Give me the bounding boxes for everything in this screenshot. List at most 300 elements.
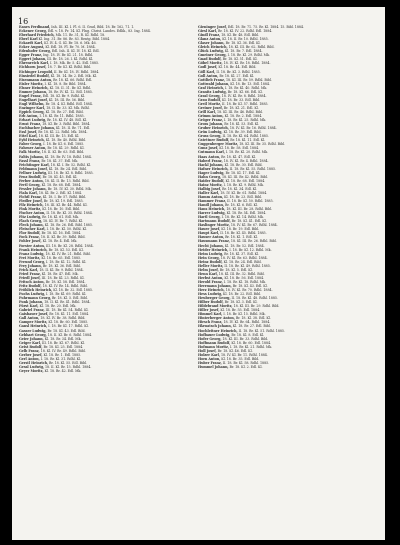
entry-name: Eggert Johann, xyxy=(19,57,47,62)
entry-name: Glanz Anton, xyxy=(198,37,222,42)
entry-name: Eppich Georg, xyxy=(19,109,45,114)
entry-details: Kl. 18. Br. 35. Edl. Bibl. xyxy=(221,356,260,361)
entry-name: Ernst Franz, xyxy=(19,122,42,127)
entry-name: Huber Franz, xyxy=(198,360,222,365)
entry-name: Hiller Josef, xyxy=(198,308,220,313)
entry-details: 18. Kl. III. Br. 62. Rdhl. Bibl. xyxy=(228,45,275,50)
entry-details: 18. Kl. Br. 2. Edl. Kl. 1884. xyxy=(38,190,82,195)
entry-details: I. 18. Br. Kl. 6. Edl. 1885. xyxy=(43,142,85,147)
entry-details: Br. 18. Kl. 22. Rdhl. Mk. 1884. xyxy=(38,130,88,135)
entry-details: I. 18. Br. Kl. 50. Rdhl. Kl. xyxy=(46,227,87,232)
entry-details: III. 18. Br. Kl. 8. Rdhl. 1885. xyxy=(47,170,94,175)
entry-name: Feldmann Josef, xyxy=(19,166,48,171)
entry-details: III. 18. Br. Kl. 67. Rdhl. Kl. xyxy=(42,340,85,345)
entry-name: Gall Anton, xyxy=(19,316,40,321)
entry-name: Hoffmann Rudolf, xyxy=(198,340,231,345)
entry-name: Hecht Johann, xyxy=(198,243,224,248)
entry-name: Gruber Heinrich, xyxy=(198,126,229,131)
entry-name: Ferber Anton, xyxy=(19,178,44,183)
entry-name: Geier Johann, xyxy=(19,336,44,341)
entry-name: Fink Moritz, xyxy=(19,207,42,212)
entry-details: Br. 18. Kl. 53. Edl. Kl. xyxy=(224,122,260,127)
entry-name: Flor Rudolf, xyxy=(19,231,41,236)
entry-name: Fenz Rudolf, xyxy=(19,174,42,179)
entry-details: I. 18. Kl. Br. 11. Rdhl. 1885. xyxy=(39,114,85,119)
entry-name: Gerber Josef, xyxy=(19,352,43,357)
entry-name: Göll Karl, xyxy=(198,69,216,74)
entry-name: Hauser Anton, xyxy=(198,235,225,240)
entry-details: 18. III. Kl. Br. 44. Rdhl. Kl. xyxy=(44,203,88,208)
entry-details: II. 18. Br. Kl. 48. Rdhl. 1885. xyxy=(231,296,278,301)
entry-name: Eichinger Leopold, xyxy=(19,69,54,74)
entry-details: I. 18. Br. Kl. 12. Rdhl. Mk. xyxy=(229,247,272,252)
entry-details: I. 18. Br. Kl. 40. Rdhl. Mk. xyxy=(224,85,268,90)
entry-details: II. 18. Br. Kl. 3. Rdhl. 1885. xyxy=(216,69,261,74)
entry-details: Br. 18. 4. Kl. Rdhl. Edl. 1884. xyxy=(45,101,93,106)
entry-details: Kl. 18. Br. 55. Edl. 1884. xyxy=(220,308,261,313)
entry-details: 18. IV. Kl. Br. 64. Rdhl. 1884. xyxy=(223,320,271,325)
entry-name: Harrer Ludwig, xyxy=(198,211,226,216)
entry-details: Br. 18. Kl. 37. Edl. Mk. xyxy=(41,158,79,163)
entry-name: Franz Ludwig, xyxy=(19,251,45,256)
entry-details: I. Kl. 18. 8. Br. Bibl. 1884. xyxy=(44,81,87,86)
entry-name: Grau Rudolf, xyxy=(198,97,222,102)
right-column xyxy=(198,25,372,369)
entry-details: 18. II. Kl. Br. 9. Rdhl. 1884. xyxy=(39,267,84,272)
entry-details: Br. 18. Kl. 51. Edl. Kl. xyxy=(222,57,258,62)
entry-name: Holl Josef, xyxy=(198,348,217,353)
entry-name: Glaser Johann, xyxy=(198,41,225,46)
entry-name: Haslinger Moritz, xyxy=(198,223,230,228)
entry-details: 18. Kl. III. Br. 59. Rdhl. Bibl. xyxy=(225,77,272,82)
entry-name: Eichhorn Josef, xyxy=(19,65,47,70)
entry-name: Granitz Ludwig, xyxy=(198,89,227,94)
entry-details: Kl. 18. Br. 32. Edl. 1885. xyxy=(53,288,93,293)
entry-details: Br. 18. Kl. 43. Edl. Kl. xyxy=(232,284,268,288)
entry-details: Br. 18. Kl. 25. Edl. 1884. xyxy=(43,344,84,349)
entry-name: Fohler Josef, xyxy=(19,239,42,244)
entry-name: Eberhard Friedrich, xyxy=(19,33,55,38)
entry-name: Fuchs Ludwig, xyxy=(19,292,46,297)
entry-details: Kl. 18. Br. 24. Edl. Bibl. xyxy=(223,259,262,264)
entry-name: Engelhart Josef, xyxy=(19,97,48,102)
entry-details: Br. 18. Kl. 6. Edl. Kl. xyxy=(224,203,258,208)
entry-details: Br. 18. Kl. 8. Edl. Kl. xyxy=(231,332,265,337)
entry-name: Fitz Ludwig, xyxy=(19,215,42,220)
entry-name: Gleich Heinrich, xyxy=(198,45,228,50)
entry-details: Kl. Ing. 31. Br. 86. Br. 83. Rentg. Bibl. 1884. xyxy=(38,37,111,42)
entry-name: Elsner Heinrich, xyxy=(19,85,49,90)
entry-name: Herz Heinrich, xyxy=(198,288,225,293)
entry-name: Hinterberger Anton, xyxy=(198,316,235,321)
directory-entry xyxy=(198,365,372,369)
entry-name: Hildebrand Moritz, xyxy=(198,304,233,309)
entry-details: Br. 18. Kl. 2. Edl. Kl. xyxy=(229,364,263,369)
entry-details: Kl. 18. Br. 58. Edl. 1884. xyxy=(219,146,260,151)
entry-details: Kl. 18. Br. 39. Edl. Bibl. xyxy=(223,130,262,135)
entry-details: Kl. 18. II. Br. 71. Edl. xyxy=(55,126,90,131)
entry-name: Hager Ludwig, xyxy=(198,170,225,175)
entry-details: I. 18. Br. Kl. 18. Rdhl. Mk. xyxy=(223,279,266,284)
entry-name: Gamper Moritz, xyxy=(19,320,48,325)
entry-name: Edenhofer Georg, xyxy=(19,49,51,54)
entry-name: Haider Rudolf, xyxy=(198,178,225,183)
entry-name: Fiedler Josef, xyxy=(19,199,43,204)
entry-name: Geiger Karl, xyxy=(19,340,41,345)
entry-name: Greiner Josef, xyxy=(198,105,223,110)
entry-name: Forster Anton, xyxy=(19,243,45,248)
entry-name: Gottwald Johann, xyxy=(198,81,230,86)
entry-name: Holzer Karl, xyxy=(198,352,220,357)
entry-details: 18. IV. Kl. Br. 70. Rdhl. 1884. xyxy=(225,288,273,293)
entry-details: Kl. 18. III. Br. 56. Bibl. xyxy=(48,97,86,102)
entry-details: Kl. 18. Br. 10. Edl. Bibl. xyxy=(42,207,81,212)
entry-details: Kl. 18. Br. 19. Edl. Bibl. xyxy=(221,227,260,232)
entry-details: 18. Kl. III. Br. 46. Rdhl. Bibl. xyxy=(217,109,263,114)
entry-name: Eberl Karl xyxy=(19,37,38,42)
entry-name: Hlawatsch Johann, xyxy=(198,324,232,329)
entry-details: Edl. 18. Kl. Br. 9. Rdhl. Kl. xyxy=(42,93,86,98)
entry-name: Enzinger Karl, xyxy=(19,105,46,110)
entry-details: 18. 7. Br. Kl. Kl. Rdhl. Bibl. xyxy=(47,65,92,70)
entry-name: Heinz Rudolf, xyxy=(198,259,223,264)
entry-details: Kl. 18. Br. 1. Edl. 1885. xyxy=(43,352,82,357)
entry-details: Kl. 18. Br. 52. Edl. 1884. xyxy=(224,243,265,248)
entry-details: Kl. 18. Br. 7. Edl. 1884. xyxy=(224,49,263,54)
entry-details: II. 18. Br. Kl. 58. Rdhl. 1885. xyxy=(222,360,270,365)
entry-name: Hamm Anton, xyxy=(198,194,224,199)
entry-details: 18. IV. Kl. Br. 61. Rdhl. 1884. xyxy=(220,190,268,195)
entry-name: Gutmann Karl, xyxy=(198,150,225,155)
entry-name: Heider Heinrich, xyxy=(198,247,229,252)
entry-details: Kl. 18. Br. 42. Edl. Mk. xyxy=(44,368,82,373)
entry-name: Goll Anton, xyxy=(198,73,219,78)
entry-details: Kl. 18. Br. 47. Edl. Mk. xyxy=(41,271,79,276)
entry-details: Kl. 18. Br. 22. Edl. Bibl. xyxy=(223,292,262,297)
entry-details: Br. 18. Kl. IV. 22. Rdhl. Edl. 1884. xyxy=(218,29,273,34)
entry-details: Br. 18. Kl. 66. Edl. Kl. xyxy=(227,89,263,94)
entry-name: Gruss Georg, xyxy=(198,134,222,139)
entry-details: Kl. 18. Br. 40. Rdhl. Bibl. xyxy=(45,138,86,143)
entry-name: Frei Moritz, xyxy=(19,255,41,260)
entry-details: 18. II. Kl. Br. 6. Rdhl. 1884. xyxy=(47,332,93,337)
entry-details: I. 18. Br. Kl. 20. Rdhl. Mk. xyxy=(225,150,269,155)
entry-details: I. 18. Br. Kl. 14. Rdhl. Mk. xyxy=(221,215,264,220)
entry-name: Friedl Josef, xyxy=(19,275,41,280)
entry-details: Br. 18. Kl. 46. Edl. Kl. xyxy=(217,348,253,353)
entry-details: Br. 18. Kl. 36. Edl. Kl. xyxy=(225,41,261,46)
entry-name: Hackl Johann, xyxy=(198,162,224,167)
entry-details: II. 18. Br. Kl. 49. Rdhl. 1885. xyxy=(224,263,271,268)
entry-details: Kl. 18. Br. 65. Edl. 1885. xyxy=(41,255,82,260)
entry-name: Fleischer Karl, xyxy=(19,227,46,232)
entry-details: Br. 18. Kl. 38. Edl. Kl. xyxy=(235,316,271,321)
document-page xyxy=(12,7,385,540)
entry-name: Gelb Franz, xyxy=(19,348,40,353)
entry-details: 18. IV. Kl. Br. 4. Rdhl. 1884. xyxy=(223,158,269,163)
left-column xyxy=(19,25,193,373)
directory-entry xyxy=(19,369,193,373)
entry-details: II. 18. Br. Kl. 51. Rdhl. 1885. xyxy=(238,328,285,333)
page-number: 16 xyxy=(18,17,29,26)
entry-name: Eybl Heinrich, xyxy=(19,138,45,143)
entry-details: 18. II. Kl. Br. 41. Rdhl. 1884. xyxy=(44,300,91,305)
entry-name: Henn Karl, xyxy=(198,271,218,276)
entry-details: 18. Kl. Br. 48. Edl. Bibl. xyxy=(221,33,260,38)
entry-details: III. 18. Br. Kl. 28. Rdhl. 1884. xyxy=(45,243,94,248)
entry-name: Fischer Anton, xyxy=(19,211,46,216)
entry-details: Kl. 18. Br. 60. Edl. 1884. xyxy=(231,340,272,345)
entry-name: Heim Ludwig, xyxy=(198,251,224,256)
entry-details: Br. 18. Kl. 21. Edl. Kl. xyxy=(223,105,259,110)
entry-details: 18. Kl. IV. Br. 49. Rdhl. Bibl. xyxy=(40,348,86,353)
entry-details: Br. 18. Kl. 45. Edl. Kl. xyxy=(42,174,78,179)
entry-details: Kl. 18. Br. 24. Edl. Bibl. xyxy=(48,166,87,171)
entry-name: Hein Georg, xyxy=(198,255,220,260)
entry-details: Br. 18. Kl. 5. Edl. Kl. xyxy=(219,267,253,272)
entry-name: Haupt Karl, xyxy=(198,231,220,236)
entry-name: Hirsch Franz, xyxy=(198,320,223,325)
entry-name: Gebhart Georg, xyxy=(19,332,47,337)
entry-name: Graf Heinrich, xyxy=(198,85,224,90)
entry-details: I. 18. Mk. Br. 5. 42. Edl. 1885. xyxy=(50,61,100,66)
entry-details: Br. 18. Kl. 5. Edl. Bibl. xyxy=(51,296,88,301)
entry-details: Kl. 18. Br. 68. Edl. 1884. xyxy=(41,182,82,187)
entry-details: Br. 18. Kl. 47. Edl. Kl. xyxy=(221,154,257,159)
entry-name: Gunz Josef, xyxy=(198,146,219,151)
entry-name: Hahn Georg, xyxy=(198,174,221,179)
entry-name: Gnad Rudolf, xyxy=(198,57,222,62)
entry-name: Fessler Johann, xyxy=(19,186,47,191)
entry-name: Hess Ludwig, xyxy=(198,292,223,297)
entry-name: Fock Franz, xyxy=(19,235,40,240)
entry-details: Kl. 18. Br. 27. Edl. Bibl. xyxy=(232,324,271,329)
entry-name: Fritsch Anton, xyxy=(19,279,45,284)
entry-details: Br. 18. Kl. 29. Rdhl. Kl. xyxy=(47,146,85,151)
entry-details: Kl. 18. Br. 27. Edl. Bibl. xyxy=(45,109,84,114)
entry-name: Flach Georg, xyxy=(19,219,42,224)
entry-name: Frick Karl, xyxy=(19,267,39,272)
entry-name: Hafner Heinrich, xyxy=(198,166,229,171)
entry-name: Haller Karl, xyxy=(198,190,220,195)
entry-name: Herbst Anton, xyxy=(198,275,224,280)
entry-details: II. 18. Br. Kl. 64. Rdhl. 1885. xyxy=(222,134,269,139)
entry-name: Engl Wilhelm, xyxy=(19,101,45,106)
entry-name: Gieninger Josef, xyxy=(198,25,227,29)
entry-name: Guggenberger Moritz, xyxy=(198,142,239,147)
entry-details: Br. 18. Kl. 17. Edl. Kl. xyxy=(225,170,261,175)
entry-name: Göbel Moritz, xyxy=(198,61,223,66)
entry-name: Herrmann Johann, xyxy=(198,284,232,288)
entry-details: Br. 18. Kl. 41. Edl. Kl. xyxy=(231,219,267,224)
entry-details: Kl. 18. Br. 26. Edl. Bibl. 1885. xyxy=(44,223,93,228)
entry-name: Egger Franz, xyxy=(19,53,43,58)
entry-details: Kl. 18. II. Br. 10. Rdhl. 1885. xyxy=(222,37,269,42)
entry-name: Eisler Moritz, xyxy=(19,81,44,86)
entry-details: Br. 18. Kl. 27. Edl. Kl. xyxy=(219,73,255,78)
entry-name: Eckener Georg, xyxy=(19,29,47,34)
entry-details: Kl. 18. Br. 44. Edl. Bibl. xyxy=(218,65,257,70)
entry-name: Hammer Franz, xyxy=(198,199,227,204)
entry-name: Gerstl Heinrich, xyxy=(19,360,49,365)
entry-details: III. 18. Br. Kl. 54. Rdhl. Kl. xyxy=(45,308,89,313)
entry-name: Handl Johann, xyxy=(198,203,224,208)
entry-details: Br. 18. Kl. 36. Edl. Bibl. xyxy=(42,263,81,268)
entry-name: Gröger Franz, xyxy=(198,118,223,123)
entry-details: Edl. v. 18. Pr. 14. Kl. Flng. Christ. Landes. Edlik., 83. Ing. 1884. xyxy=(47,29,151,34)
entry-details: 18. Kl. II. Br. 13. Rdhl. Bibl. xyxy=(44,178,90,183)
entry-details: Kl. 18. Br. 23. Edl. Bibl. xyxy=(224,194,263,199)
entry-name: Eschbacher Johann, xyxy=(19,126,55,131)
entry-name: Grimm Anton, xyxy=(198,114,224,119)
entry-details: Kl. 18. Br. 34. Edl. Mk. xyxy=(44,336,82,341)
entry-name: Hofbauer Ludwig, xyxy=(198,332,231,337)
entry-details: Kl. 18. Br. IV. 18. Rdhl. 1884. xyxy=(44,154,92,159)
entry-name: Ettel Karl, xyxy=(19,134,38,139)
entry-name: Eisenmann Anton, xyxy=(19,77,53,82)
entry-details: Br. 18. Kl. 55. Edl. Bibl. xyxy=(49,360,88,365)
entry-name: Feichtinger Karl, xyxy=(19,162,50,167)
entry-name: Gabriel Franz, xyxy=(19,308,45,313)
entry-details: Kl. 18. Br. 20. Edl. Mk. xyxy=(39,304,77,309)
entry-name: Faber Georg, xyxy=(19,142,43,147)
entry-details: Kl. 18. Br. 68. Edl. 1884. xyxy=(225,178,266,183)
entry-name: Fassl Franz, xyxy=(19,158,41,163)
entry-details: Br. 18. Kl. 1. Edl. Kl. xyxy=(225,235,258,240)
entry-details: 18. Kl. III. Br. 42. Rdhl. Bibl. xyxy=(221,174,268,179)
entry-name: Himmel Karl, xyxy=(198,312,223,317)
entry-name: Fried Franz, xyxy=(19,271,41,276)
entry-name: Frey Johann, xyxy=(19,263,42,268)
entry-name: Filz Heinrich, xyxy=(19,203,44,208)
entry-name: Gessl Ludwig, xyxy=(19,364,44,369)
entry-details: Kl. 18. Br. 30. Edl. Bibl. xyxy=(224,162,263,167)
entry-details: 18. Kl. IV. Br. 38. Rdhl. Bibl. xyxy=(40,316,86,321)
entry-name: Funk Johann, xyxy=(19,300,44,305)
entry-name: Gmeiner Georg, xyxy=(198,53,227,58)
entry-details: Edl. Inh. II. Kl. IV. 18. Kl. Edl. xyxy=(51,49,100,54)
entry-details: Mk. 11. Br. 31, R. Kl. Rdhl. 18. xyxy=(55,33,106,38)
entry-name: Hofmann Moritz, xyxy=(198,344,229,349)
entry-details: Inh. III. Kl. I. Fl. 6. II. Grad, Bibl. 18. Br. 162, 71. 1. xyxy=(51,25,135,29)
entry-name: Gaisbauer Josef, xyxy=(19,312,49,317)
entry-details: Kl. 18. Br. 2. Edl. 1884. xyxy=(224,114,263,119)
entry-name: Hauer Josef, xyxy=(198,227,221,232)
entry-details: Kl. Edl. 18. Fl. Br. 70. M. 1884. xyxy=(45,45,96,50)
entry-details: II. 18. Br. Kl. 45. Rdhl. 1885. xyxy=(220,231,267,236)
entry-name: Godl Josef, xyxy=(198,65,218,70)
entry-details: 18. IV. Kl. Br. 8. Rdhl. 1884. xyxy=(221,93,267,98)
entry-details: Br. 18. Kl. 34. Edl. Kl. xyxy=(222,186,258,191)
entry-name: Hainz Moritz, xyxy=(198,182,223,187)
entry-details: Br. 18. Kl. 43. Edl. Bibl. xyxy=(47,328,86,333)
entry-name: Fuhrmann Georg, xyxy=(19,296,51,301)
entry-details: Kl. 18. I. Br. 57. Rdhl. Bibl. xyxy=(42,194,87,199)
entry-details: I. 18. Br. Kl. 31. Rdhl. Kl. xyxy=(40,356,82,361)
entry-name: Fürst Karl, xyxy=(19,304,39,309)
entry-details: I. 18. Br. Kl. 9. Rdhl. Mk. xyxy=(223,182,264,187)
entry-details: 18. Kl. IV. Br. 14. Rdhl. Bibl. xyxy=(42,284,88,288)
entry-details: Kl. 18. Br. 4. Edl. Mk. xyxy=(42,239,78,244)
entry-details: Br. 18. Kl. 37. Edl. Kl. xyxy=(224,251,260,256)
entry-details: 18. Kl. III. Br. 32. Rdhl. Bibl. xyxy=(218,271,265,276)
entry-details: II. 18. Br. Kl. 35. Rdhl. 1884. xyxy=(46,211,93,216)
entry-details: 18. II. Kl. Br. 63. Edl. Bibl. xyxy=(41,150,85,155)
entry-name: Hans Heinrich, xyxy=(198,207,226,212)
entry-name: Eanes Ferdinand, xyxy=(19,25,51,29)
entry-details: 18. Kl. Br. 3. Rdhl. Bibl. 1884. xyxy=(42,122,91,127)
entry-name: Gstettner Rudolf, xyxy=(198,138,230,143)
entry-name: Fellner Ludwig, xyxy=(19,170,47,175)
entry-details: II. 18. Br. Kl. 50. Rdhl. 1885. xyxy=(227,199,274,204)
entry-name: Greil Moritz, xyxy=(198,101,222,106)
entry-name: Horn Anton, xyxy=(198,356,221,361)
entry-name: Emmer Johann, xyxy=(19,89,48,94)
entry-name: Fertl Georg, xyxy=(19,182,41,187)
entry-name: Gottlieb Franz, xyxy=(198,77,225,82)
entry-details: 18. IV. Kl. Br. 63. Rdhl. 1884. xyxy=(220,255,268,260)
entry-details: 18. II. Kl. Br. 39. Rdhl. Bibl. xyxy=(40,235,86,240)
entry-name: Hofer Georg, xyxy=(198,336,222,341)
entry-details: 18. Kl. III. Br. 35. Rdhl. Bibl. xyxy=(239,142,286,147)
entry-name: Essl Josef, xyxy=(19,130,38,135)
entry-name: Ecker August, xyxy=(19,45,45,50)
entry-name: Engel Franz, xyxy=(19,93,42,98)
entry-name: Helm Josef, xyxy=(198,267,219,272)
entry-name: Faltis Johann, xyxy=(19,154,44,159)
entry-details: 18. Kl. IV. Br. 7. Rdhl. Kl. xyxy=(42,219,84,224)
entry-name: Erhart Ludwig, xyxy=(19,118,47,123)
entry-details: 18. II. Kl. Br. 15. Rdhl. 1884. xyxy=(44,364,92,369)
entry-details: 18. IV. Kl. Br. 67. Rdhl. 1884. xyxy=(230,223,278,228)
entry-name: Ehrenreich Karl, xyxy=(19,61,50,66)
entry-details: Br. 18. Kl. IV. 48. Edl. Kl. xyxy=(47,118,88,123)
entry-details: Br. 18. Kl. 3. Edl. Kl. xyxy=(224,300,258,305)
entry-name: Hartmann Rudolf, xyxy=(198,219,231,224)
entry-details: I. 18. Br. Kl. 17. Rdhl. Kl. xyxy=(48,324,89,329)
entry-name: Gansl Heinrich, xyxy=(19,324,48,329)
entry-name: Geyer Moritz, xyxy=(19,368,44,373)
entry-details: Br. 18. Kl. 53. Edl. Kl. xyxy=(48,247,84,252)
entry-details: Edl. 18. Br. 71. 75. Br. Kl. 1884. 15. Bibl. 1884. xyxy=(227,25,304,29)
entry-details: I. 18. Br. Kl. 69. Rdhl. Kl. xyxy=(46,292,87,297)
entry-details: Kl. 18. Br. 56. Edl. 1884. xyxy=(224,275,265,280)
entry-details: II. 18. Br. Kl. 57. Rdhl. 1885. xyxy=(222,101,269,106)
entry-details: Kl. 18. Br. 33. Edl. Bibl. xyxy=(222,97,261,102)
entry-name: Falk Moritz, xyxy=(19,150,41,155)
entry-details: Br. 18. Kl. 19. Edl. 1885. xyxy=(43,199,84,204)
entry-details: 18. Kl. I. Br. 52. Rdhl. Kl. xyxy=(50,162,92,167)
entry-name: Herold Franz, xyxy=(198,279,223,284)
entry-name: Fritz Rudolf, xyxy=(19,284,42,288)
entry-details: I. 18. Br. Kl. 21. Rdhl. Mk. xyxy=(229,344,273,349)
entry-name: Fiala Karl, xyxy=(19,190,38,195)
entry-name: Hartl Georg, xyxy=(198,215,221,220)
entry-name: Geist Rudolf, xyxy=(19,344,43,349)
entry-name: Gindl Franz, xyxy=(198,33,221,38)
entry-name: Hochleitner Heinrich, xyxy=(198,328,238,333)
entry-name: Fichtl Franz, xyxy=(19,194,42,199)
entry-details: 18. IV. Kl. Br. 16. Rdhl. 1884. xyxy=(229,126,277,131)
entry-name: Giesl Karl, xyxy=(198,29,218,34)
entry-name: Eckardt Karl, xyxy=(19,41,44,46)
entry-details: II. Br. Kl. 18. IV. Rdhl. 1884. xyxy=(54,69,100,74)
entry-name: Haas Anton, xyxy=(198,154,221,159)
entry-name: Hausmann Franz, xyxy=(198,239,230,244)
entry-details: 18. Kl. III. Br. 15. Edl. Kl. xyxy=(38,134,80,139)
entry-name: Gasser Ludwig, xyxy=(19,328,47,333)
entry-name: Fahrner Anton, xyxy=(19,146,47,151)
